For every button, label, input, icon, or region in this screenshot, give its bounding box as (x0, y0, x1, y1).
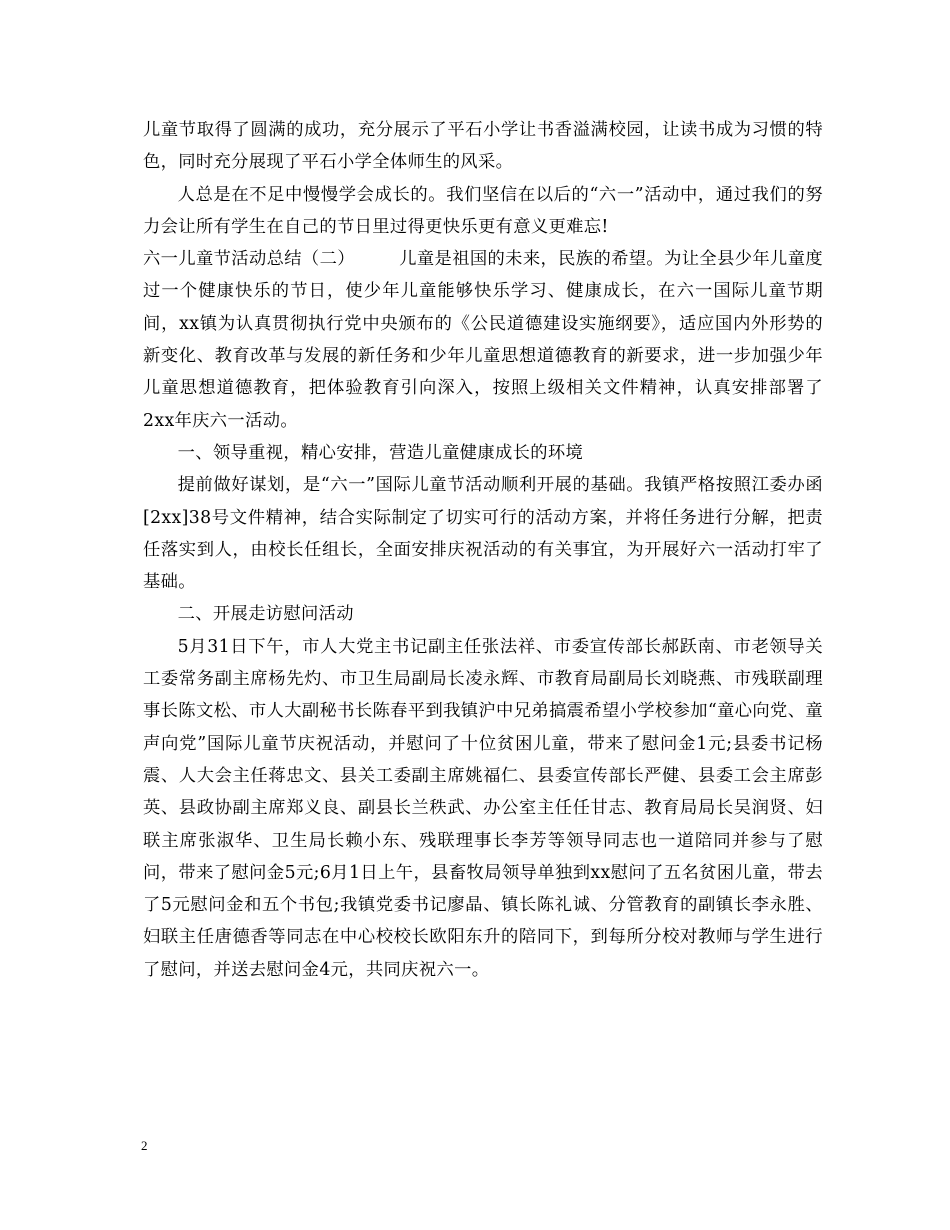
paragraph-section-title: 六一儿童节活动总结（二） 儿童是祖国的未来，民族的希望。为让全县少年儿童度过一个健康快乐的节日，使少年儿童能够快乐学习、健康成长，在六一国际儿童节期间，xx镇为认真贯彻执行党中央颁布的《公民道德建设实施纲要》，适应国内外形势的新变化、教育改革与发展的新任务和少年儿童思想道德教育的新要求，进一步加强少年儿童思想道德教育，把体验教育引向深入，按照上级相关文件精神，认真安排部署了2xx年庆六一活动。 (143, 249, 823, 431)
heading-two: 二、开展走访慰问活动 (177, 604, 354, 625)
heading-one: 一、领导重视，精心安排，营造儿童健康成长的环境 (177, 442, 584, 463)
paragraph: 儿童节取得了圆满的成功，充分展示了平石小学让书香溢满校园，让读书成为习惯的特色，同时充分展现了平石小学全体师生的风采。 (143, 120, 823, 173)
paragraph: 5月31日下午，市人大党主书记副主任张法祥、市委宣传部长郝跃南、市老领导关工委常务副主席杨先灼、市卫生局副局长凌永辉、市教育局副局长刘晓燕、市残联副理事长陈文松、市人大副秘书长陈春平到我镇沪中兄弟搞震希望小学校参加“童心向党、童声向党”国际儿童节庆祝活动，并慰问了十位贫困儿童，带来了慰问金1元;县委书记杨震、人大会主任蒋忠文、县关工委副主席姚福仁、县委宣传部长严健、县委工会主席彭英、县政协副主席郑义良、副县长兰秩武、办公室主任任甘志、教育局局长吴润贤、妇联主席张淑华、卫生局长赖小东、残联理事长李芳等领导同志也一道陪同并参与了慰问，带来了慰问金5元;6月1日上午，县畜牧局领导单独到xx慰问了五名贫困儿童，带去了5元慰问金和五个书包;我镇党委书记廖晶、镇长陈礼诚、分管教育的副镇长李永胜、妇联主任唐德香等同志在中心校校长欧阳东升的陪同下，到每所分校对教师与学生进行了慰问，并送去慰问金4元，共同庆祝六一。 (143, 636, 823, 980)
paragraph: 人总是在不足中慢慢学会成长的。我们坚信在以后的“六一”活动中，通过我们的努力会让所有学生在自己的节日里过得更快乐更有意义更难忘! (143, 184, 823, 237)
page-number: 2 (141, 1138, 148, 1153)
paragraph: 提前做好谋划，是“六一”国际儿童节活动顺利开展的基础。我镇严格按照江委办函[2xx]38号文件精神，结合实际制定了切实可行的活动方案，并将任务进行分解，把责任落实到人，由校长任组长，全面安排庆祝活动的有关事宜，为开展好六一活动打牢了基础。 (143, 475, 823, 593)
document-body (143, 114, 823, 986)
